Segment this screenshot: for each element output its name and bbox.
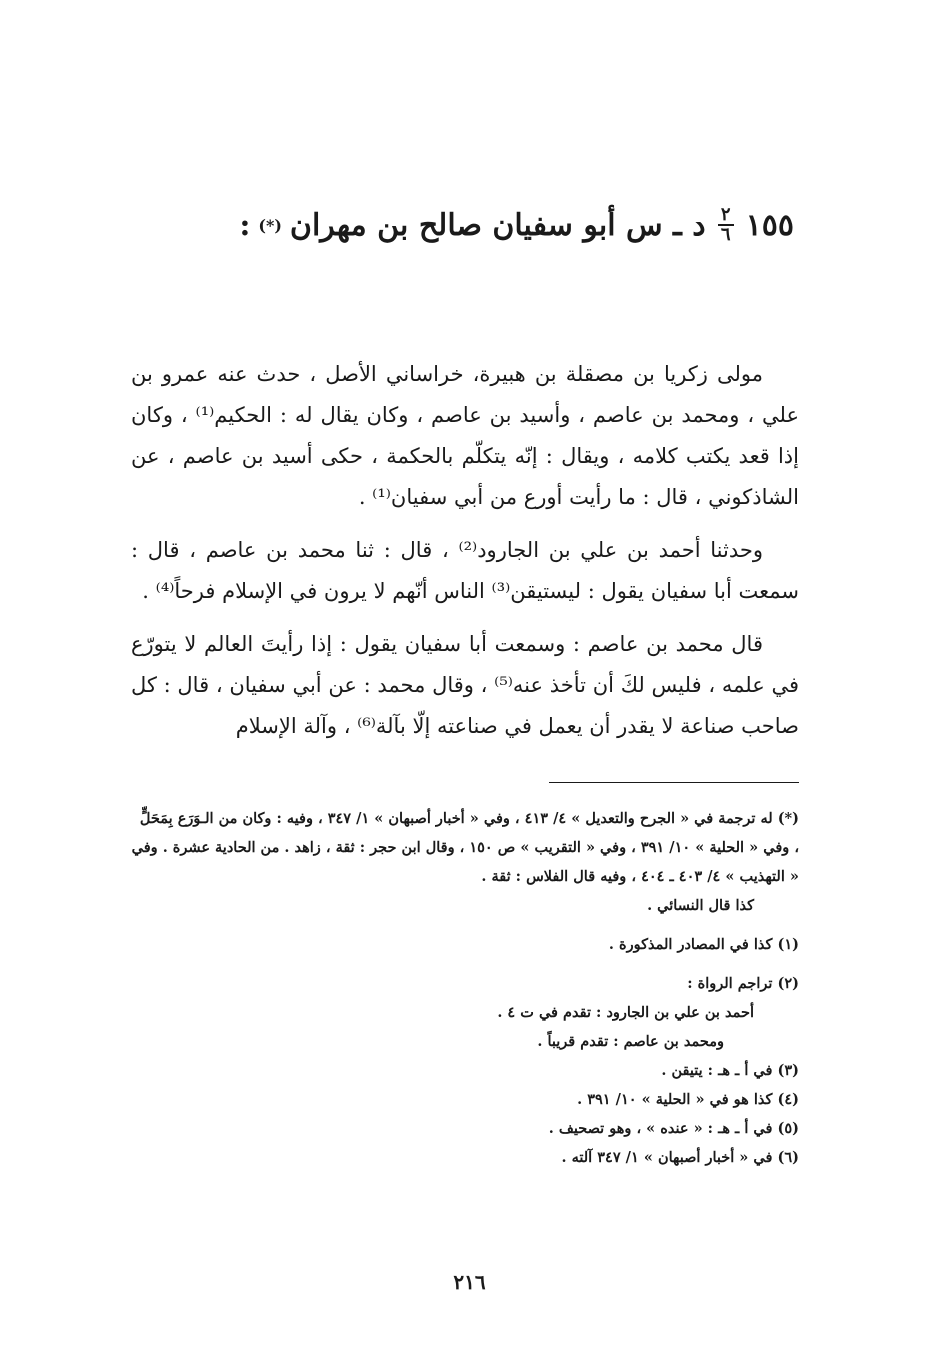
footnote-2-item-b: ومحمد بن عاصم : تقدم قريباً .	[537, 1033, 724, 1050]
entry-fraction	[718, 206, 734, 244]
body-paragraph: قال محمد بن عاصم : وسمعت أبا سفيان يقول : إذا رأيتَ العالم لا يتورّع في علمه ، فليس لكَ أن تأخذ عنه⁽⁵⁾ ، وقال محمد : عن أبي سفيان ، قال : كل صاحب صناعة لا يقدر أن يعمل في صناعته إلّا بآلة⁽⁶⁾ ، وآلة الإسلام	[131, 632, 799, 738]
footnote-2-title: (٢) تراجم الرواة :	[687, 975, 799, 992]
footnote-4: (٤) كذا هو في « الحلية » ١٠/ ٣٩١ .	[577, 1091, 799, 1108]
body-paragraph: وحدثنا أحمد بن علي بن الجارود⁽²⁾ ، قال : ثنا محمد بن عاصم ، قال : سمعت أبا سفيان يقول : ليستيقن⁽³⁾ الناس أنّهم لا يرون في الإسلام فرحاً⁽⁴⁾ .	[131, 538, 799, 603]
body-paragraph: مولى زكريا بن مصقلة بن هبيرة، خراساني الأصل ، حدث عنه عمرو بن علي ، ومحمد بن عاصم ، وأسيد بن عاصم ، وكان يقال له : الحكيم⁽¹⁾ ، وكان إذا قعد يكتب كلامه ، ويقال : إنّه يتكلّم بالحكمة ، حكى أسيد بن عاصم ، عن الشاذكوني ، قال : ما رأيت أورع من أبي سفيان⁽¹⁾ .	[131, 362, 799, 509]
entry-number: ١٥٥	[745, 207, 794, 243]
footnote-star-tail: كذا قال النسائي .	[647, 897, 754, 914]
footnotes	[131, 804, 799, 1172]
footnote-star: (*) له ترجمة في « الجرح والتعديل » ٤/ ٤١٣ ، وفي « أخبار أصبهان » ١/ ٣٤٧ ، وفيه : وكان من الـوَرَع بِمَحَلٍّ ، وفي « الحلية » ١٠/ ٣٩١ ، وفي « التقريب » ص ١٥٠ ، وقال ابن حجر : ثقة ، زاهد . من الحادية عشرة . وفي « التهذيب » ٤/ ٤٠٣ ـ ٤٠٤ ، وفيه قال الفلاس : ثقة .	[131, 810, 799, 885]
footnote-6: (٦) في « أخبار أصبهان » ١/ ٣٤٧ آلته .	[561, 1149, 799, 1166]
footnote-5: (٥) في أ ـ هـ : « عنده » ، وهو تصحيف .	[548, 1120, 799, 1137]
entry-marker: (*)	[258, 215, 282, 235]
entry-title: د ـ س أبو سفيان صالح بن مهران	[289, 207, 706, 243]
page-number: ٢١٦	[453, 1270, 486, 1294]
footnote-divider	[549, 782, 799, 783]
entry-suffix: :	[239, 207, 251, 243]
footnote-3: (٣) في أ ـ هـ : يتيقن .	[661, 1062, 799, 1079]
footnote-1: (١) كذا في المصادر المذكورة .	[608, 936, 799, 953]
body-text	[131, 354, 799, 759]
fraction-numerator: ٢	[720, 204, 731, 225]
entry-heading	[94, 206, 794, 244]
fraction-denominator: ٦	[720, 224, 731, 245]
footnote-2-item-a: أحمد بن علي بن الجارود : تقدم في ت ٤ .	[497, 1004, 754, 1021]
